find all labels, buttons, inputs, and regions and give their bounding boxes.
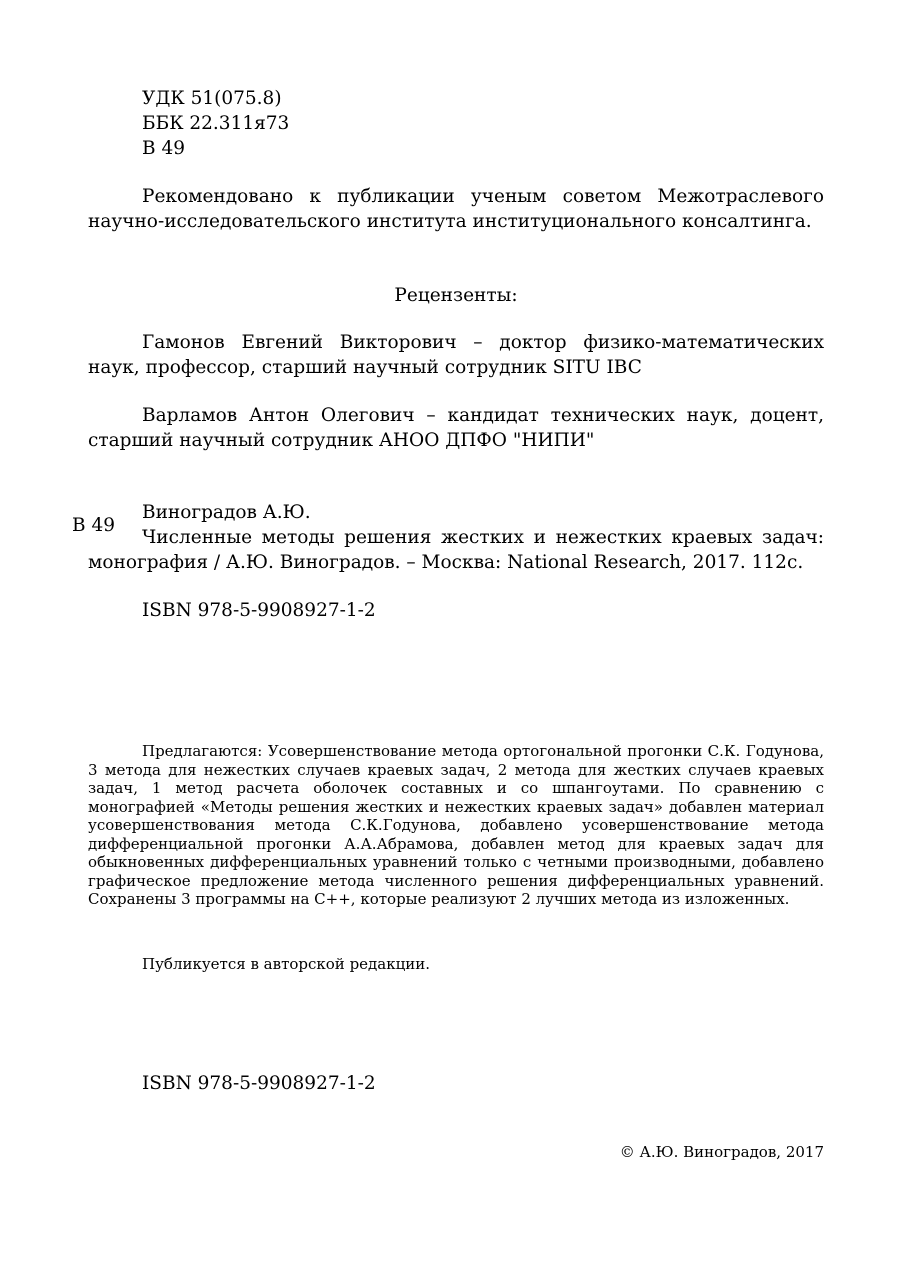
- reviewers-heading: Рецензенты:: [394, 285, 518, 306]
- bibliography-author: Виноградов А.Ю.: [142, 502, 311, 523]
- bibliography-isbn: ISBN 978-5-9908927-1-2: [142, 600, 376, 621]
- catalog-codes: [142, 86, 542, 161]
- bibliography-code: В 49: [72, 515, 116, 536]
- publication-note: Публикуется в авторской редакции.: [142, 955, 431, 973]
- reviewer-item: Гамонов Евгений Викторович – доктор физико-математических наук, профессор, старший научный сотрудник SITU IBC: [88, 332, 824, 378]
- author-mark: В 49: [142, 138, 186, 159]
- bbk-code: ББК 22.311я73: [142, 113, 290, 134]
- footer-isbn: ISBN 978-5-9908927-1-2: [142, 1073, 376, 1094]
- udk-code: УДК 51(075.8): [142, 88, 282, 109]
- recommendation-text: Рекомендовано к публикации ученым советом Межотраслевого научно-исследовательского института институционального консалтинга.: [88, 186, 824, 232]
- copyright: © А.Ю. Виноградов, 2017: [619, 1143, 824, 1161]
- bibliography-description: Численные методы решения жестких и нежестких краевых задач: монография / А.Ю. Виноградов. – Москва: National Research, 2017. 112с.: [88, 527, 824, 573]
- annotation-text: Предлагаются: Усовершенствование метода ортогональной прогонки С.К. Годунова, 3 метода для нежестких случаев краевых задач, 2 метода для жестких случаев краевых задач, 1 метод расчета оболочек составных и со шпангоутами. По сравнению с монографией «Методы решения жестких и нежестких краевых задач» добавлен материал усовершенствования метода С.К.Годунова, добавлено усовершенствование метода дифференциальной прогонки А.А.Абрамова, добавлен метод для краевых задач для обыкновенных дифференциальных уравнений только с четными производными, добавлено графическое предложение метода численного решения дифференциальных уравнений. Сохранены 3 программы на С++, которые реализуют 2 лучших метода из изложенных.: [88, 742, 824, 908]
- reviewer-item: Варламов Антон Олегович – кандидат технических наук, доцент, старший научный сотрудник АНОО ДПФО "НИПИ": [88, 405, 824, 451]
